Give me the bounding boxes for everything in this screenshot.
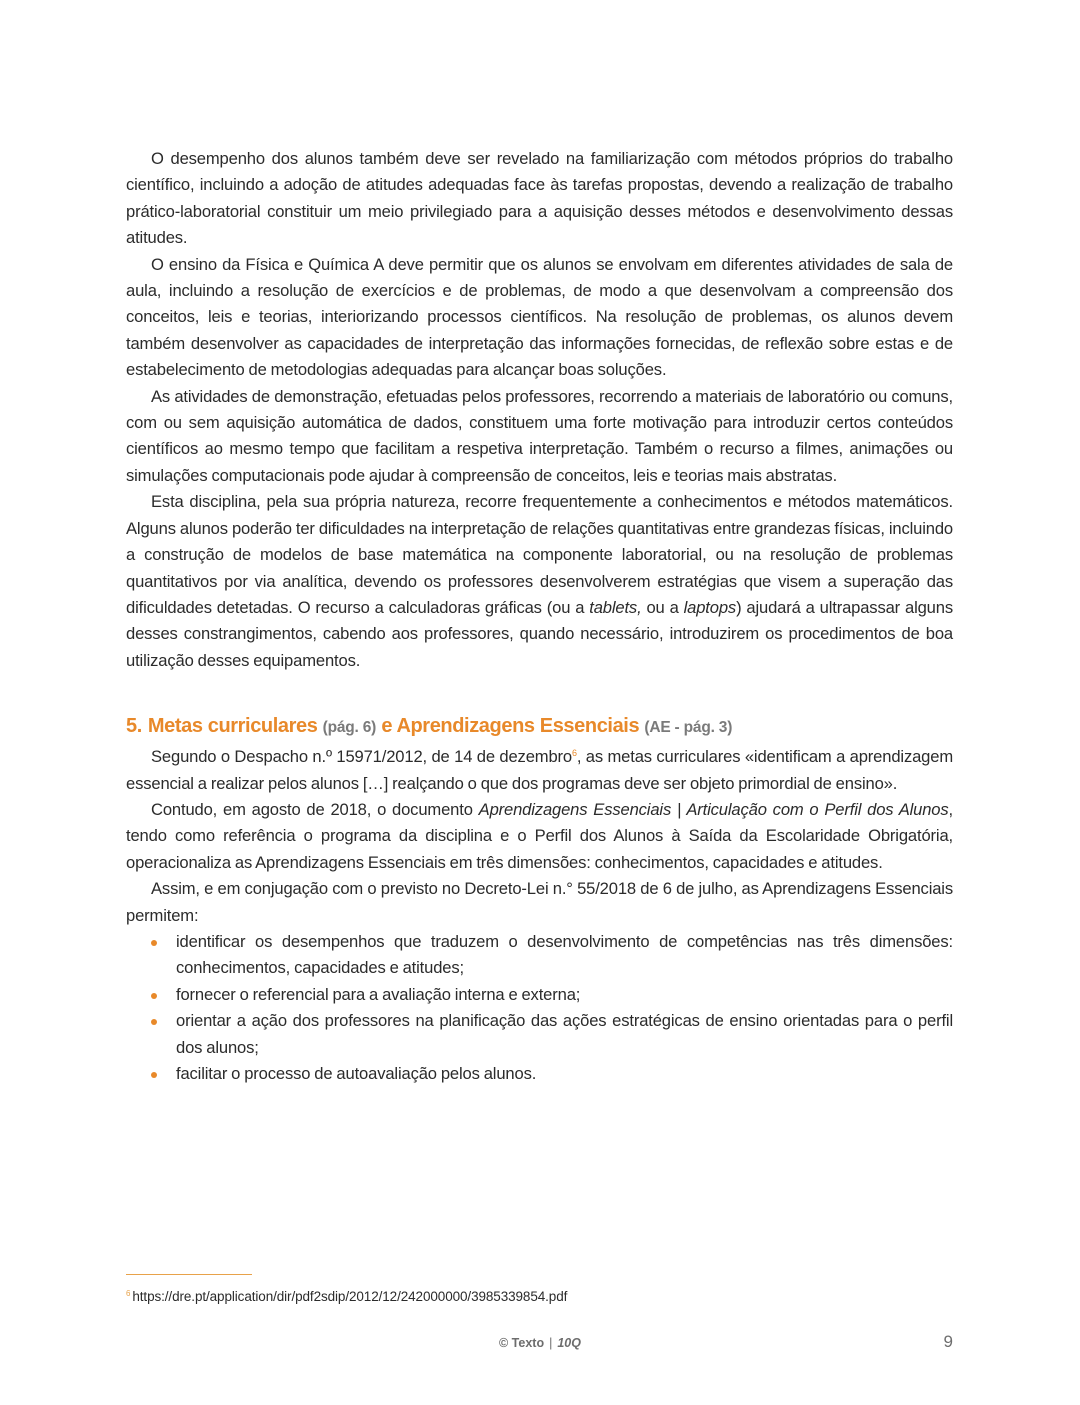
page-body xyxy=(126,146,953,1087)
footnote xyxy=(126,1289,567,1304)
text-run: , as metas curriculares «identificam a aprendizagem essencial a realizar pelos alunos […] realçando o que dos programas deve ser objeto primordial de ensino». xyxy=(126,747,953,793)
section-title-metas: Metas curriculares xyxy=(147,715,318,738)
ae-purposes-list xyxy=(126,929,953,1087)
section-title-ae: e Aprendizagens Essenciais xyxy=(381,715,640,738)
footnote-divider xyxy=(126,1274,252,1275)
section-number: 5. xyxy=(126,715,142,738)
list-item xyxy=(176,929,953,982)
footnote-reference[interactable]: 6 xyxy=(571,748,577,759)
bullet-icon xyxy=(151,940,157,946)
list-item-text: fornecer o referencial para a avaliação interna e externa; xyxy=(176,984,581,1004)
footer-product: 10Q xyxy=(557,1336,581,1350)
text-run: Esta disciplina, pela sua própria natureza, recorre frequentemente a conhecimentos e métodos matemáticos. Alguns alunos poderão ter dificuldades na interpretação de relações quantitativas entre grandezas físicas, incluindo a construção de modelos de base matemática na componente laboratorial, ou na resolução de problemas quantitativos por via analítica, devendo os professores desenvolverem estratégias que visem a superação das dificuldades detetadas. O recurso a calculadoras gráficas (ou a xyxy=(126,492,953,617)
text-run: ou a xyxy=(641,597,684,617)
italic-laptops: laptops xyxy=(683,597,737,617)
paragraph-despacho xyxy=(126,744,953,797)
bullet-icon xyxy=(151,1019,157,1025)
footer-copyright: © Texto xyxy=(499,1336,545,1350)
list-item-text: facilitar o processo de autoavaliação pelos alunos. xyxy=(176,1064,537,1083)
paragraph-decreto-lei: Assim, e em conjugação com o previsto no Decreto-Lei n.° 55/2018 de 6 de julho, as Aprendizagens Essenciais permitem: xyxy=(126,879,953,925)
footnote-marker: 6 xyxy=(126,1289,131,1298)
italic-tablets: tablets, xyxy=(589,597,642,617)
bullet-icon xyxy=(151,1072,157,1078)
page-footer-credit xyxy=(0,1336,1080,1350)
footnote-link[interactable]: https://dre.pt/application/dir/pdf2sdip/2012/12/242000000/3985339854.pdf xyxy=(132,1289,568,1304)
paragraph-scientific-methods: O desempenho dos alunos também deve ser revelado na familiarização com métodos próprios do trabalho científico, incluindo a adoção de atitudes adequadas face às tarefas propostas, devendo a realização de trabalho prático-laboratorial constituir um meio privilegiado para a aquisição desses métodos e desenvolvimento dessas atitudes. xyxy=(126,149,953,248)
section-page-ref-ae: (AE - pág. 3) xyxy=(644,719,733,737)
paragraph-ae-document xyxy=(126,797,953,876)
section-heading xyxy=(126,712,953,742)
paragraph-classroom-activities: O ensino da Física e Química A deve permitir que os alunos se envolvam em diferentes atividades de sala de aula, incluindo a resolução de exercícios e de problemas, de modo a que desenvolvam a compreensão dos conceitos, leis e teorias, interiorizando processos científicos. Na resolução de problemas, os alunos devem também desenvolver as capacidades de interpretação das informações fornecidas, de reflexão sobre estas e de estabelecimento de metodologias adequadas para alcançar boas soluções. xyxy=(126,254,953,380)
list-item-text: orientar a ação dos professores na planificação das ações estratégicas de ensino orientadas para o perfil dos alunos; xyxy=(176,1011,953,1057)
paragraph-demonstrations: As atividades de demonstração, efetuadas pelos professores, recorrendo a materiais de laboratório ou comuns, com ou sem aquisição automática de dados, constituem uma forte motivação para introduzir certos conteúdos científicos ao mesmo tempo que facilitam a respetiva interpretação. Também o recurso a filmes, animações ou simulações computacionais pode ajudar à compreensão de conceitos, leis e teorias mais abstratas. xyxy=(126,386,953,485)
list-item xyxy=(176,1008,953,1061)
list-item xyxy=(176,1061,953,1087)
bullet-icon xyxy=(151,993,157,999)
text-run: Contudo, em agosto de 2018, o documento xyxy=(151,799,479,819)
list-item xyxy=(176,982,953,1008)
list-item-text: identificar os desempenhos que traduzem o desenvolvimento de competências nas três dimensões: conhecimentos, capacidades e atitudes; xyxy=(176,931,953,978)
footer-separator: | xyxy=(549,1336,553,1350)
text-run: ) ajudará a ultrapassar alguns desses constrangimentos, cabendo aos professores, quando necessário, introduzirem os procedimentos de boa utilização desses equipamentos. xyxy=(126,597,953,670)
italic-document-title: Aprendizagens Essenciais | Articulação com o Perfil dos Alunos xyxy=(478,799,949,819)
text-run: Segundo o Despacho n.º 15971/2012, de 14 de dezembro xyxy=(151,747,572,767)
paragraph-mathematics xyxy=(126,489,953,674)
page-number: 9 xyxy=(943,1332,953,1351)
section-page-ref-metas: (pág. 6) xyxy=(322,719,377,737)
text-run: , tendo como referência o programa da disciplina e o Perfil dos Alunos à Saída da Escolaridade Obrigatória, operacionaliza as Aprendizagens Essenciais em três dimensões: conhecimentos, capacidades e atitudes. xyxy=(126,799,954,872)
